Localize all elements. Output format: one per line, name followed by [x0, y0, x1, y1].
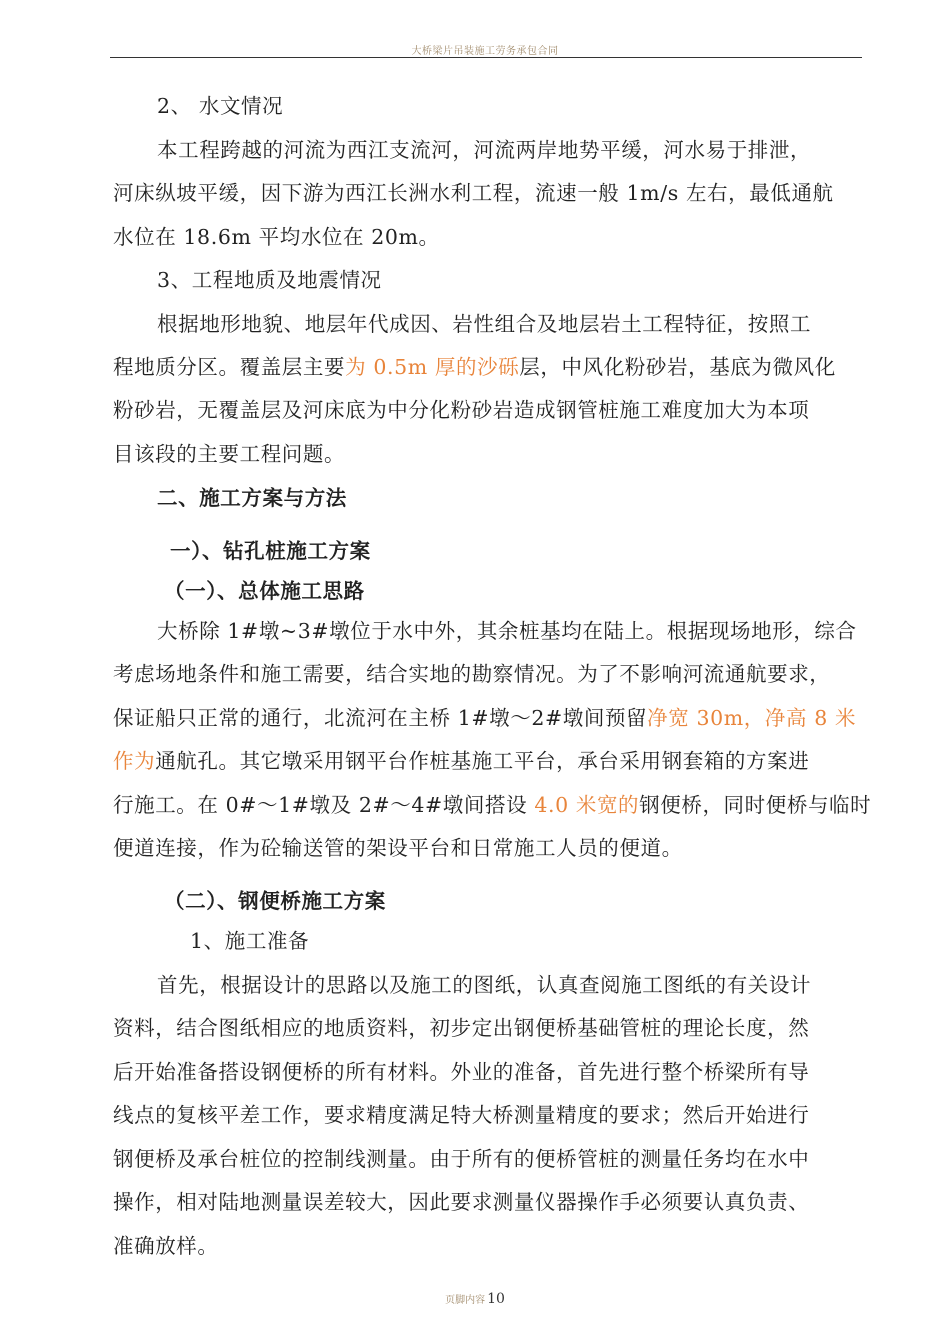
- text-run: 行施工。在 0#～1#墩及 2#～4#墩间搭设: [113, 793, 535, 817]
- text-run: 钢便桥，同时便桥与临时: [639, 793, 872, 817]
- paragraph-line: 操作，相对陆地测量误差较大，因此要求测量仪器操作手必须要认真负责、: [113, 1190, 810, 1214]
- paragraph-line: 水位在 18.6m 平均水位在 20m。: [113, 225, 440, 249]
- paragraph-line: [113, 706, 856, 730]
- text-run: 保证船只正常的通行，北流河在主桥 1#墩～2#墩间预留: [113, 706, 648, 730]
- page-footer: [0, 1291, 950, 1307]
- paragraph-line: 河床纵坡平缓，因下游为西江长洲水利工程，流速一般 1m/s 左右，最低通航: [113, 181, 834, 205]
- paragraph-line: 考虑场地条件和施工需要，结合实地的勘察情况。为了不影响河流通航要求，: [113, 662, 831, 686]
- paragraph-line: 便道连接，作为砼输送管的架设平台和日常施工人员的便道。: [113, 836, 683, 860]
- subsection-heading-geology: 3、工程地质及地震情况: [157, 268, 382, 292]
- paragraph-line: 线点的复核平差工作，要求精度满足特大桥测量精度的要求；然后开始进行: [113, 1103, 810, 1127]
- page-number: 10: [487, 1291, 505, 1307]
- paragraph-line: [113, 749, 809, 773]
- paragraph-line: [113, 793, 871, 817]
- section-heading: （一）、总体施工思路: [164, 579, 365, 603]
- paragraph-line: 后开始准备搭设钢便桥的所有材料。外业的准备，首先进行整个桥梁所有导: [113, 1060, 810, 1084]
- paragraph-line: 资料，结合图纸相应的地质资料，初步定出钢便桥基础管桩的理论长度，然: [113, 1016, 810, 1040]
- subsection-heading-hydrology: 2、 水文情况: [157, 94, 284, 118]
- text-run: 程地质分区。覆盖层主要: [113, 355, 346, 379]
- footer-label: 页脚内容: [445, 1295, 486, 1306]
- paragraph-line: [113, 355, 836, 379]
- paragraph-line: 准确放样。: [113, 1234, 219, 1258]
- paragraph-line: 粉砂岩，无覆盖层及河床底为中分化粉砂岩造成钢管桩施工难度加大为本项: [113, 398, 810, 422]
- section-heading: （二）、钢便桥施工方案: [164, 889, 386, 913]
- paragraph-line: 大桥除 1#墩~3#墩位于水中外，其余桩基均在陆上。根据现场地形，综合: [157, 619, 857, 643]
- text-run: 层，中风化粉砂岩，基底为微风化: [519, 355, 836, 379]
- page-header: 大桥梁片吊装施工劳务承包合同: [411, 46, 559, 57]
- highlighted-text: 为 0.5m 厚的沙砾: [345, 355, 520, 379]
- paragraph-line: 根据地形地貌、地层年代成因、岩性组合及地层岩土工程特征，按照工: [157, 312, 812, 336]
- paragraph-line: 本工程跨越的河流为西江支流河，河流两岸地势平缓，河水易于排泄，: [157, 138, 812, 162]
- highlighted-text: 作为: [113, 749, 156, 773]
- highlighted-text: 净宽 30m，净高 8 米: [647, 706, 857, 730]
- paragraph-line: 首先，根据设计的思路以及施工的图纸，认真查阅施工图纸的有关设计: [157, 973, 812, 997]
- section-heading: 一）、钻孔桩施工方案: [170, 539, 371, 563]
- section-heading: 二、施工方案与方法: [157, 486, 347, 510]
- header-divider: [110, 57, 862, 58]
- highlighted-text: 4.0 米宽的: [534, 793, 640, 817]
- subsection-heading: 1、施工准备: [190, 929, 310, 953]
- paragraph-line: 钢便桥及承台桩位的控制线测量。由于所有的便桥管桩的测量任务均在水中: [113, 1147, 810, 1171]
- paragraph-line: 目该段的主要工程问题。: [113, 442, 346, 466]
- text-run: 通航孔。其它墩采用钢平台作桩基施工平台，承台采用钢套箱的方案进: [155, 749, 810, 773]
